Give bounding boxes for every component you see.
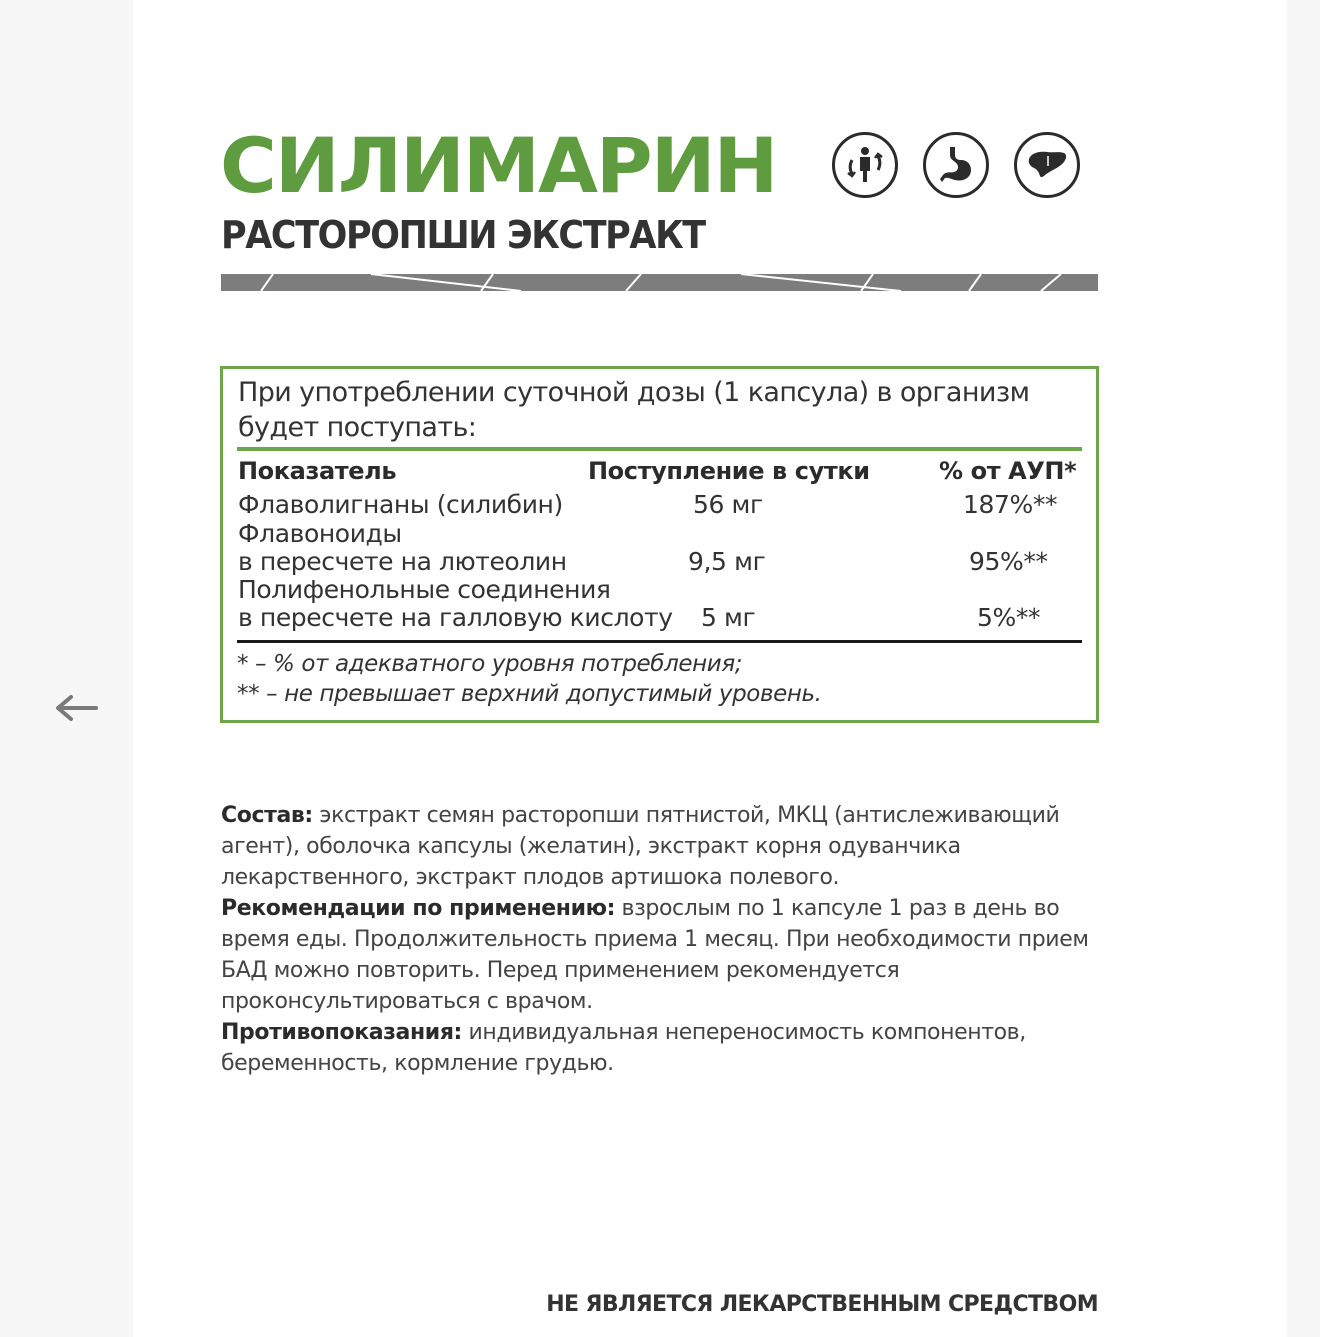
row-3-percent: 5%** (977, 603, 1041, 632)
usage-text: взрослым по 1 капсуле 1 раз в день во время еды. Продолжительность приема 1 месяц. При необходимости прием БАД можно повторить. Перед применением рекомендуется проконсультироваться с врачом. (221, 896, 1089, 1014)
row-1-percent: 187%** (963, 490, 1058, 519)
product-subtitle: РАСТОРОПШИ ЭКСТРАКТ (221, 213, 705, 257)
contraindications-label: Противопоказания: (221, 1020, 462, 1045)
row-2-name-detail: в пересчете на лютеолин (238, 547, 567, 576)
liver-icon (1014, 132, 1080, 198)
gallery-right-gutter (1287, 0, 1320, 1337)
row-3-name: Полифенольные соединения (238, 575, 611, 604)
gallery-left-gutter (0, 0, 133, 1337)
usage-label: Рекомендации по применению: (221, 896, 615, 921)
column-header-percent: % от АУП* (939, 457, 1077, 485)
nutrition-info-box (220, 366, 1099, 723)
product-title: СИЛИМАРИН (220, 121, 777, 210)
composition-text: экстракт семян расторопши пятнистой, МКЦ (антислеживающий агент), оболочка капсулы (желатин), экстракт корня одуванчика лекарственного, экстракт плодов артишока полевого. (221, 803, 1060, 890)
contraindications-paragraph (221, 1017, 1091, 1079)
composition-paragraph (221, 800, 1091, 893)
metabolism-icon (832, 132, 898, 198)
row-1-amount: 56 мг (693, 490, 763, 519)
nutrition-intro: При употреблении суточной дозы (1 капсула) в организм будет поступать: (238, 377, 1030, 443)
gallery-prev-button[interactable] (52, 690, 100, 726)
contraindications-text: индивидуальная непереносимость компонентов, беременность, кормление грудью. (221, 1020, 1026, 1076)
arrow-left-icon (54, 693, 98, 723)
row-3-name-detail: в пересчете на галловую кислоту (238, 603, 673, 632)
composition-label: Состав: (221, 803, 313, 828)
product-description (221, 800, 1091, 1079)
not-medicine-disclaimer: НЕ ЯВЛЯЕТСЯ ЛЕКАРСТВЕННЫМ СРЕДСТВОМ (546, 1292, 1098, 1317)
column-header-intake: Поступление в сутки (588, 457, 870, 485)
row-2-percent: 95%** (969, 547, 1048, 576)
column-header-indicator: Показатель (238, 457, 397, 485)
row-2-name: Флавоноиды (238, 519, 402, 548)
stomach-icon (923, 132, 989, 198)
row-1-name: Флаволигнаны (силибин) (238, 490, 563, 519)
usage-paragraph (221, 893, 1091, 1017)
footnote-1: * – % от адекватного уровня потребления; (237, 651, 743, 677)
decorative-stripe (221, 274, 1098, 291)
row-2-amount: 9,5 мг (688, 547, 766, 576)
row-3-amount: 5 мг (701, 603, 756, 632)
table-bottom-divider (237, 640, 1082, 643)
benefit-icons (832, 132, 1080, 198)
header-divider (237, 447, 1082, 451)
footnote-2: ** – не превышает верхний допустимый уровень. (237, 681, 822, 707)
